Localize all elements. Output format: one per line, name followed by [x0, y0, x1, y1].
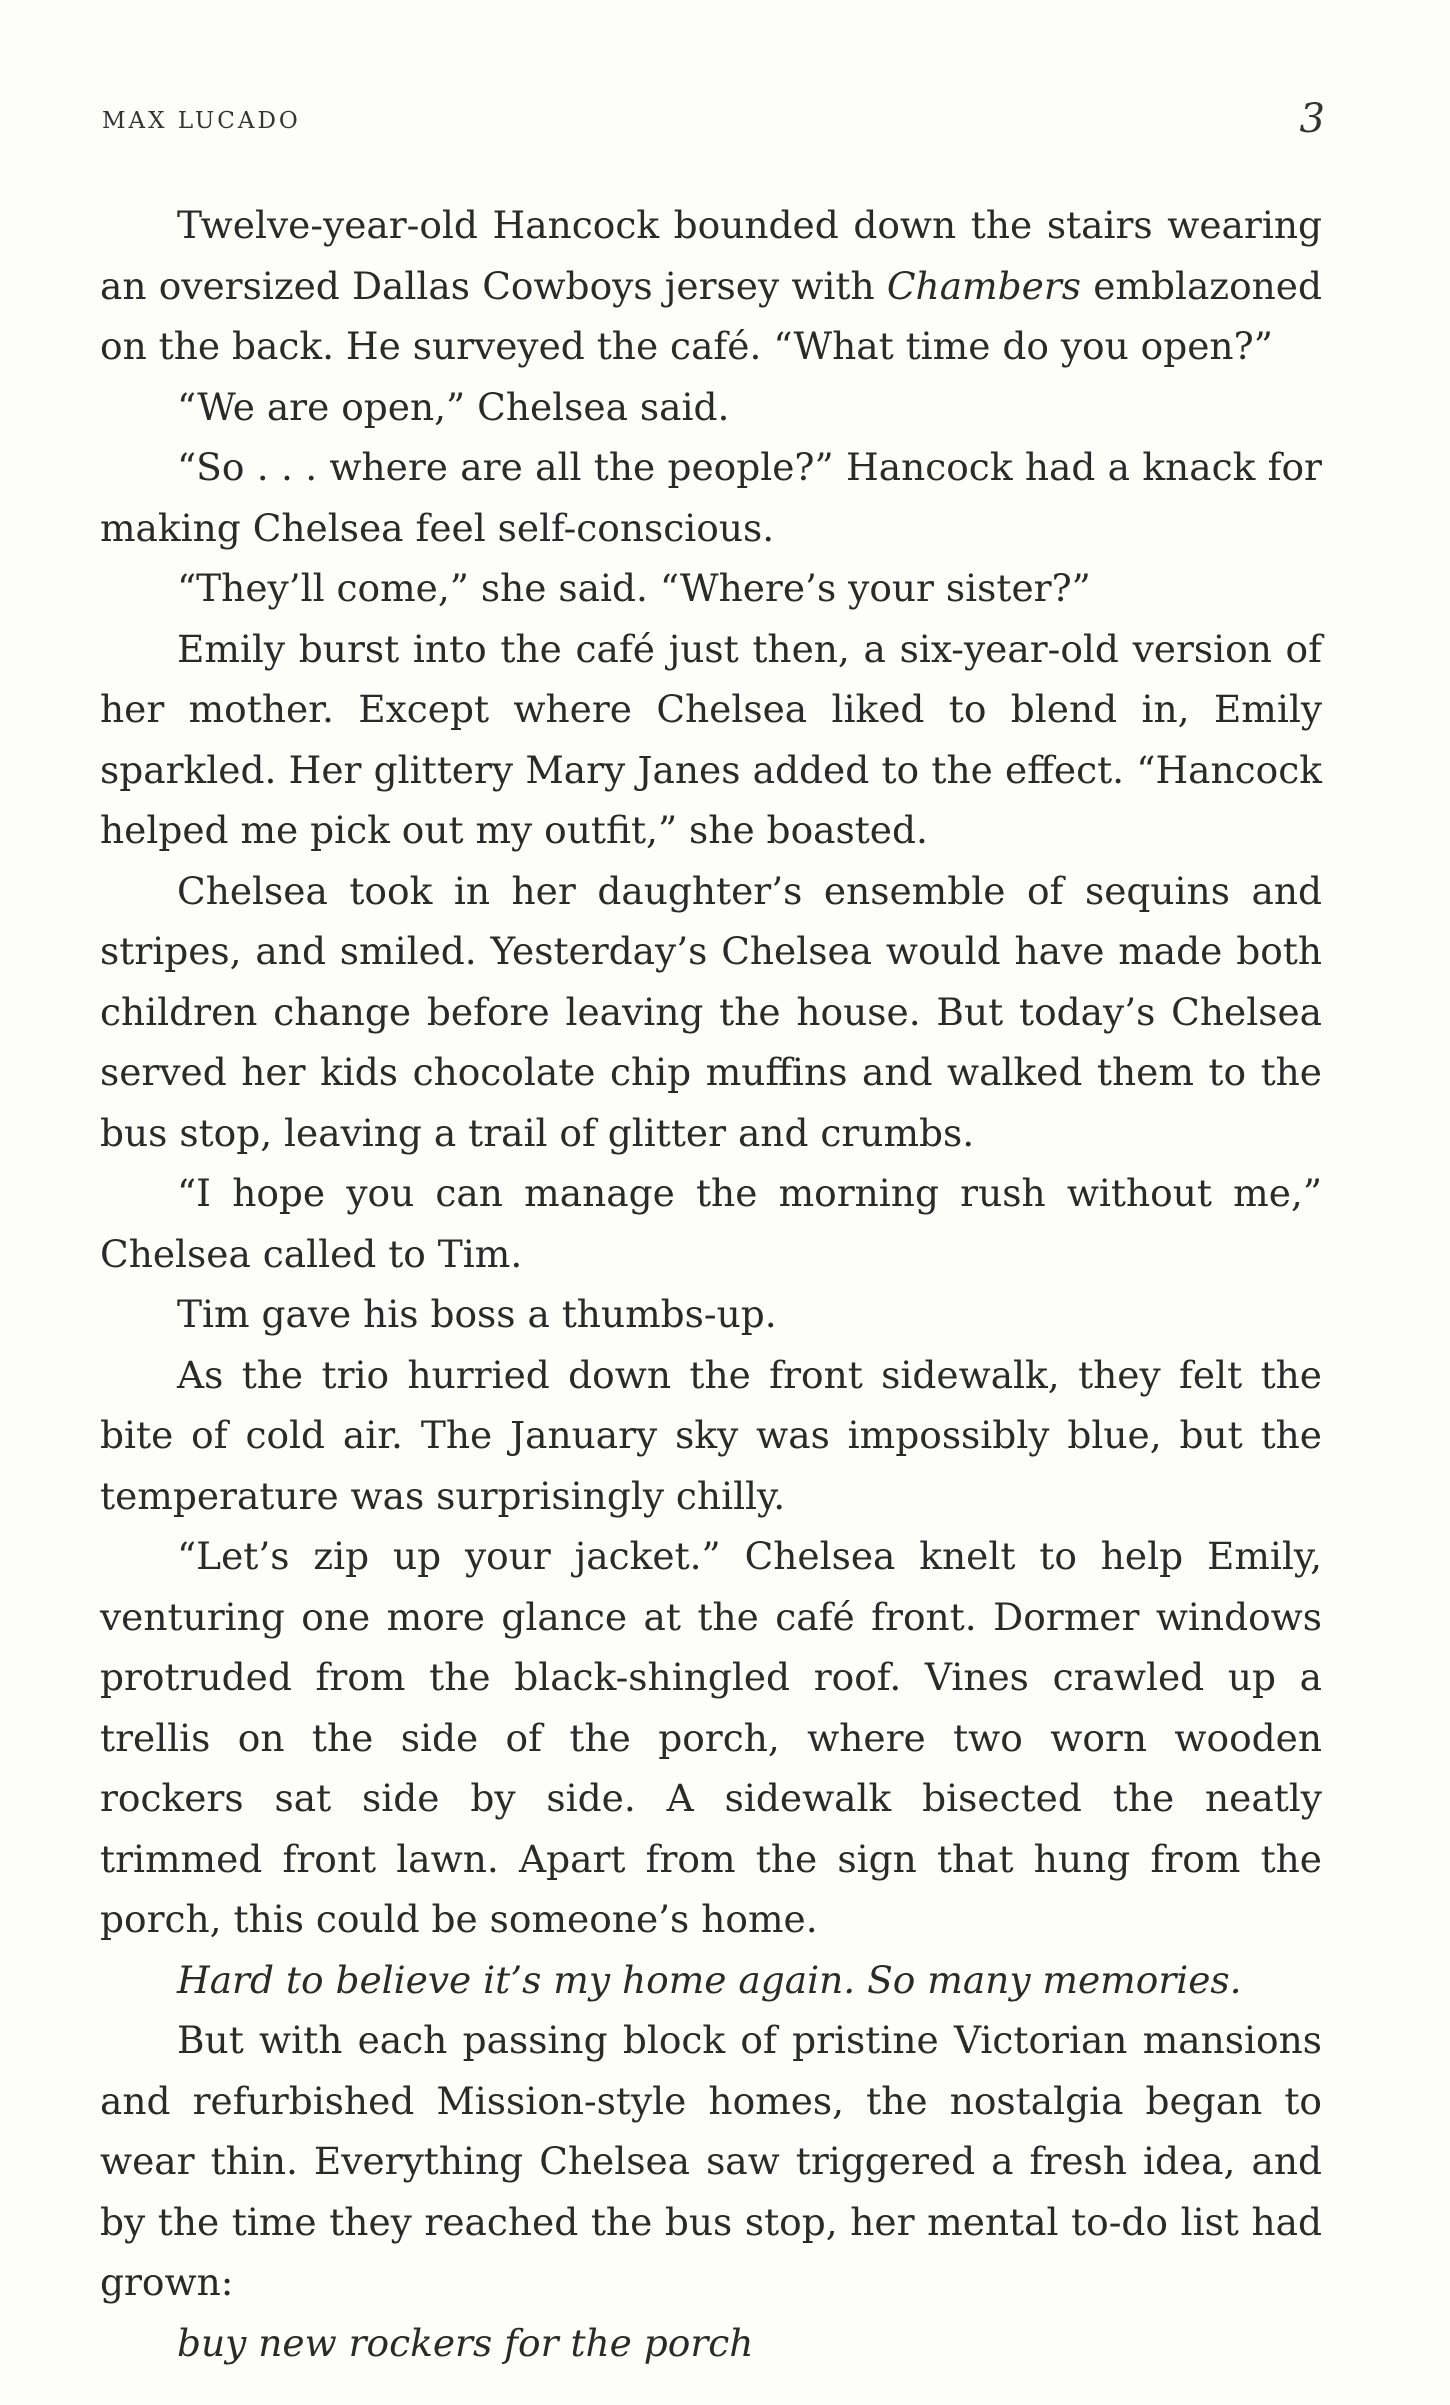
paragraph: Tim gave his boss a thumbs-up. [177, 1292, 777, 1336]
emphasis-text: Chambers [886, 263, 1081, 308]
paragraph-text: Twelve-year-old Hancock bounded down the stairs wearing an oversized Dallas Cowboys jersey with [100, 203, 1322, 308]
paragraph: “I hope you can manage the morning rush without me,” Chelsea called to Tim. [100, 1171, 1322, 1276]
body-text [100, 195, 1322, 2373]
paragraph [100, 195, 1322, 377]
paragraph: “Let’s zip up your jacket.” Chelsea knelt to help Emily, venturing one more glance at the café front. Dormer windows protruded from the black-shingled roof. Vines crawled up a trellis on the side of the porch, where two worn wooden rockers sat side by side. A sidewalk bisected the neatly trimmed front lawn. Apart from the sign that hung from the porch, this could be someone’s home. [100, 1534, 1322, 1941]
paragraph: But with each passing block of pristine Victorian mansions and refurbished Mission-style homes, the nostalgia began to wear thin. Everything Chelsea saw triggered a fresh idea, and by the time they reached the bus stop, her mental to-do list had grown: [100, 2018, 1322, 2304]
todo-list-item: buy new rockers for the porch [177, 2320, 754, 2365]
paragraph: “So . . . where are all the people?” Hancock had a knack for making Chelsea feel self-conscious. [100, 445, 1322, 550]
italic-thought: Hard to believe it’s my home again. So many memories. [177, 1957, 1242, 2002]
paragraph: “We are open,” Chelsea said. [177, 384, 730, 429]
paragraph: As the trio hurried down the front sidewalk, they felt the bite of cold air. The January sky was impossibly blue, but the temperature was surprisingly chilly. [100, 1352, 1322, 1518]
running-head: MAX LUCADO [102, 108, 301, 134]
paragraph-text: emblazoned on the back. He surveyed the café. “What time do you open?” [100, 263, 1322, 368]
paragraph: “They’ll come,” she said. “Where’s your sister?” [177, 566, 1091, 610]
page-number: 3 [1299, 96, 1325, 142]
paragraph: Chelsea took in her daughter’s ensemble of sequins and stripes, and smiled. Yesterday’s Chelsea would have made both children change before leaving the house. But today’s Chelsea served her kids chocolate chip muffins and walked them to the bus stop, leaving a trail of glitter and crumbs. [100, 868, 1322, 1155]
paragraph: Emily burst into the café just then, a six-year-old version of her mother. Except where Chelsea liked to blend in, Emily sparkled. Her glittery Mary Janes added to the effect. “Hancock helped me pick out my outfit,” she boasted. [100, 626, 1322, 852]
